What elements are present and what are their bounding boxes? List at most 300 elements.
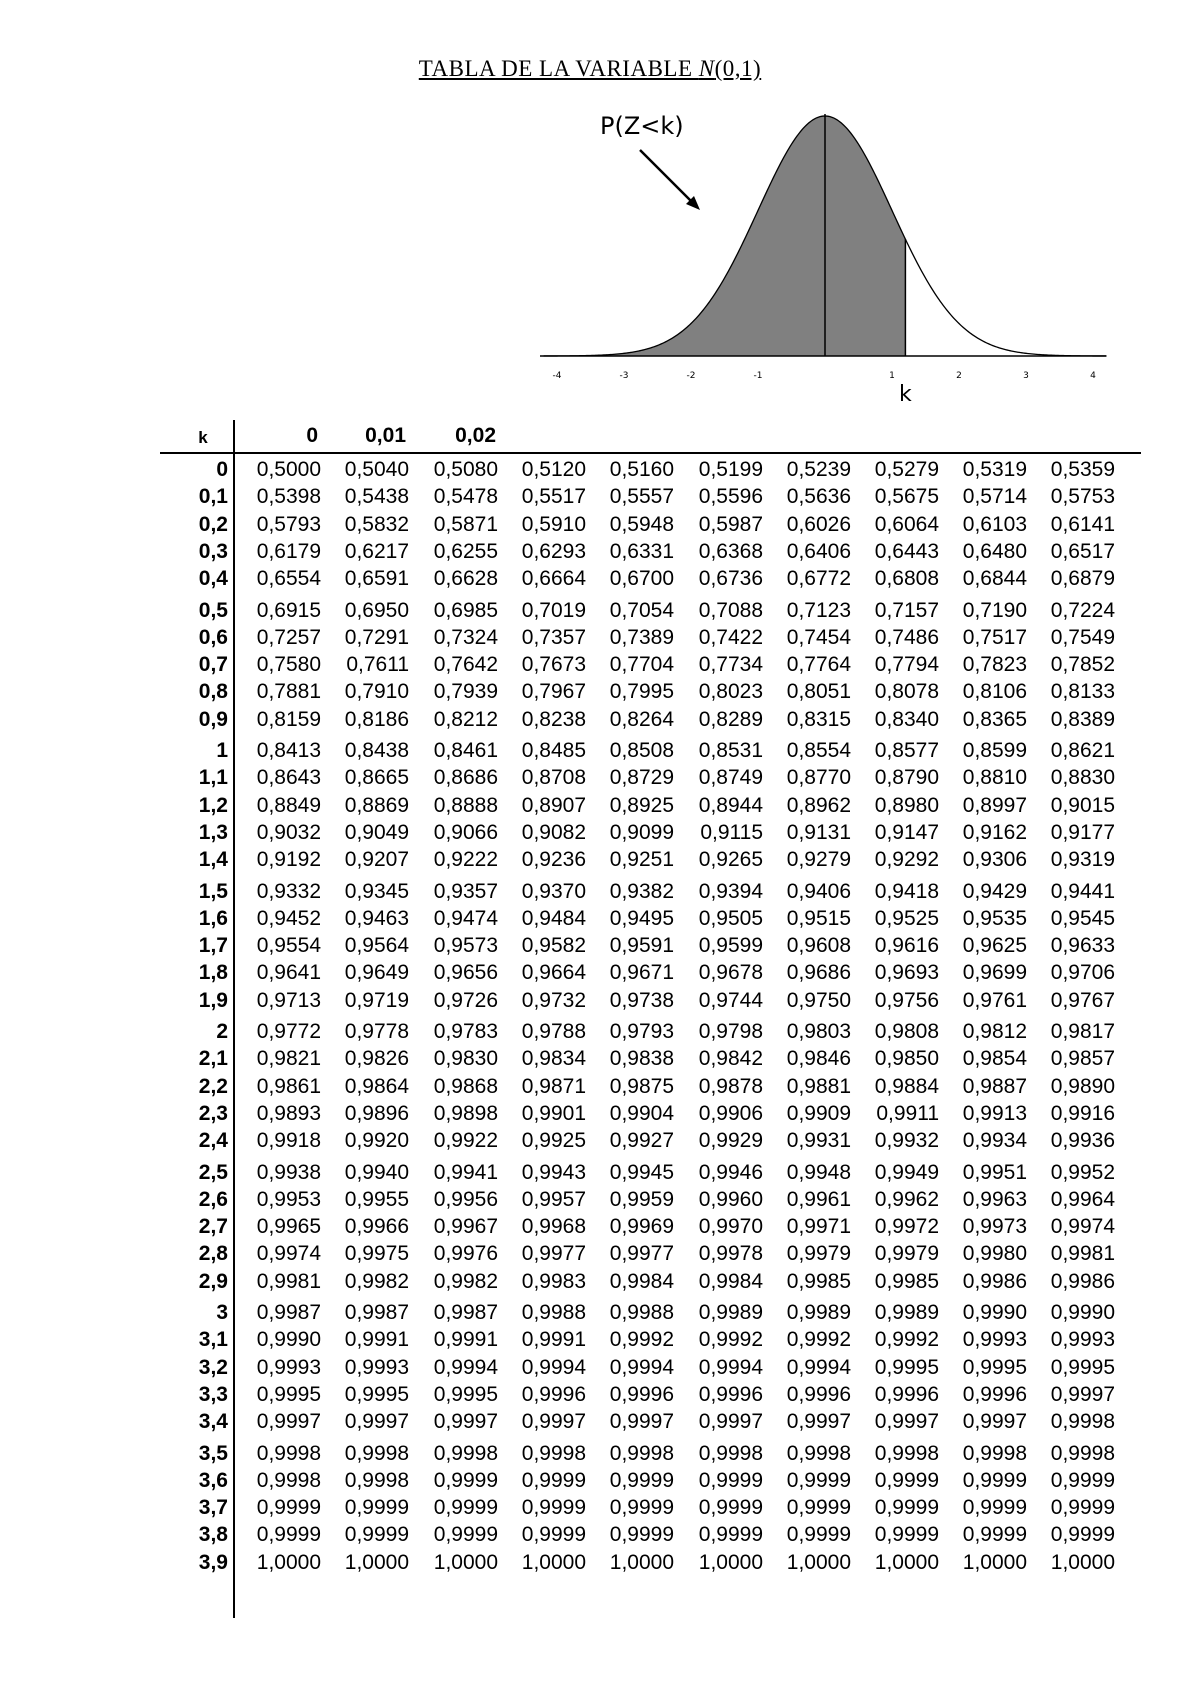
probability-cell: 0,9884	[874, 1074, 939, 1098]
probability-cell: 0,9988	[521, 1301, 586, 1324]
probability-cell: 0,9147	[874, 820, 939, 844]
probability-cell: 0,9998	[1050, 1410, 1115, 1434]
probability-cell: 0,9975	[344, 1242, 409, 1266]
probability-cell: 0,9996	[786, 1382, 851, 1406]
row-k-value: 1	[216, 739, 228, 762]
probability-cell: 0,8531	[698, 739, 763, 762]
probability-cell: 0,9906	[698, 1101, 763, 1125]
probability-cell: 0,9821	[256, 1047, 321, 1071]
table-row	[0, 538, 1200, 565]
probability-cell: 0,9999	[256, 1496, 321, 1520]
probability-cell: 0,9987	[433, 1301, 498, 1324]
probability-cell: 1,0000	[874, 1550, 939, 1574]
probability-cell: 0,9846	[786, 1047, 851, 1071]
probability-cell: 0,9854	[962, 1047, 1027, 1071]
row-k-value: 0,9	[198, 707, 228, 731]
table-row	[0, 1326, 1200, 1353]
probability-cell: 0,9997	[256, 1410, 321, 1434]
probability-cell: 0,9994	[786, 1355, 851, 1379]
probability-cell: 0,9973	[962, 1215, 1027, 1239]
probability-cell: 0,9972	[874, 1215, 939, 1239]
table-row	[0, 1240, 1200, 1267]
probability-cell: 0,6736	[698, 567, 763, 591]
probability-cell: 0,9207	[344, 848, 409, 872]
table-row	[0, 1408, 1200, 1435]
table-row	[0, 1381, 1200, 1408]
probability-cell: 0,9993	[1050, 1328, 1115, 1352]
probability-cell: 0,9931	[786, 1129, 851, 1153]
probability-cell: 0,9236	[521, 848, 586, 872]
probability-cell: 0,9251	[609, 848, 674, 872]
probability-cell: 0,9974	[256, 1242, 321, 1266]
row-k-value: 1,9	[198, 988, 228, 1012]
probability-cell: 0,9394	[698, 879, 763, 903]
title-params: (0,1)	[714, 56, 762, 81]
probability-cell: 0,8849	[256, 793, 321, 817]
probability-cell: 0,9980	[962, 1242, 1027, 1266]
probability-cell: 0,9706	[1050, 961, 1115, 985]
probability-cell: 0,9989	[786, 1301, 851, 1324]
probability-cell: 0,8212	[433, 707, 498, 731]
probability-cell: 0,9756	[874, 988, 939, 1012]
probability-cell: 0,9941	[433, 1160, 498, 1184]
probability-cell: 0,9838	[609, 1047, 674, 1071]
probability-cell: 0,6064	[874, 512, 939, 536]
probability-cell: 0,9995	[1050, 1355, 1115, 1379]
row-k-value: 3,6	[198, 1468, 228, 1492]
probability-cell: 0,9997	[698, 1410, 763, 1434]
probability-cell: 0,9998	[698, 1441, 763, 1465]
probability-cell: 0,8340	[874, 707, 939, 731]
probability-cell: 0,9991	[521, 1328, 586, 1352]
probability-cell: 0,8810	[962, 766, 1027, 790]
probability-cell: 0,7764	[786, 653, 851, 677]
probability-cell: 0,9936	[1050, 1129, 1115, 1153]
probability-cell: 0,6554	[256, 567, 321, 591]
table-row	[0, 1186, 1200, 1213]
probability-cell: 0,9996	[521, 1382, 586, 1406]
probability-cell: 0,7580	[256, 653, 321, 677]
probability-cell: 0,7704	[609, 653, 674, 677]
row-k-value: 3,1	[198, 1328, 228, 1352]
probability-cell: 0,9999	[698, 1496, 763, 1520]
probability-cell: 0,9625	[962, 934, 1027, 958]
probability-cell: 0,9989	[698, 1301, 763, 1324]
table-row	[0, 1045, 1200, 1072]
probability-cell: 0,9977	[521, 1242, 586, 1266]
probability-cell: 0,9985	[874, 1269, 939, 1293]
row-k-value: 1,6	[198, 906, 228, 930]
probability-cell: 0,9955	[344, 1187, 409, 1211]
probability-cell: 0,9996	[698, 1382, 763, 1406]
probability-cell: 0,9554	[256, 934, 321, 958]
probability-cell: 0,7995	[609, 680, 674, 704]
probability-cell: 0,6179	[256, 539, 321, 563]
probability-cell: 0,9678	[698, 961, 763, 985]
probability-cell: 0,7454	[786, 625, 851, 649]
probability-cell: 0,9608	[786, 934, 851, 958]
title-variable: N	[698, 56, 715, 81]
probability-cell: 0,9999	[962, 1496, 1027, 1520]
probability-cell: 0,9772	[256, 1020, 321, 1043]
probability-cell: 0,7823	[962, 653, 1027, 677]
row-k-value: 3,9	[198, 1550, 228, 1574]
probability-cell: 0,8577	[874, 739, 939, 762]
table-row	[0, 1467, 1200, 1494]
probability-cell: 0,9989	[874, 1301, 939, 1324]
probability-cell: 0,9904	[609, 1101, 674, 1125]
probability-cell: 0,9996	[874, 1382, 939, 1406]
probability-cell: 0,5793	[256, 512, 321, 536]
arrow-shaft	[640, 150, 692, 202]
row-k-value: 0,8	[198, 680, 228, 704]
probability-cell: 0,9997	[786, 1410, 851, 1434]
probability-cell: 0,9890	[1050, 1074, 1115, 1098]
probability-cell: 0,9864	[344, 1074, 409, 1098]
probability-cell: 0,9162	[962, 820, 1027, 844]
header-divider-left	[160, 452, 235, 454]
probability-cell: 0,9719	[344, 988, 409, 1012]
probability-cell: 0,9979	[786, 1242, 851, 1266]
probability-cell: 0,9370	[521, 879, 586, 903]
row-k-value: 2	[216, 1020, 228, 1043]
probability-cell: 0,9115	[700, 820, 763, 844]
probability-cell: 0,9881	[786, 1074, 851, 1098]
probability-cell: 0,8907	[521, 793, 586, 817]
probability-cell: 0,9938	[256, 1160, 321, 1184]
probability-cell: 0,7486	[874, 625, 939, 649]
probability-cell: 0,9934	[962, 1129, 1027, 1153]
probability-cell: 0,9981	[1050, 1242, 1115, 1266]
row-k-value: 2,6	[198, 1187, 228, 1211]
probability-cell: 0,7190	[962, 598, 1027, 622]
probability-cell: 0,9995	[874, 1355, 939, 1379]
x-tick-label: 2	[956, 371, 962, 381]
row-k-value: 1,7	[198, 934, 228, 958]
table-row	[0, 1073, 1200, 1100]
probability-cell: 0,9830	[433, 1047, 498, 1071]
probability-cell: 0,9591	[609, 934, 674, 958]
probability-cell: 0,7517	[962, 625, 1027, 649]
probability-cell: 0,9441	[1050, 879, 1115, 903]
probability-cell: 0,8770	[786, 766, 851, 790]
table-row	[0, 597, 1200, 624]
probability-cell: 0,9962	[874, 1187, 939, 1211]
probability-cell: 0,9929	[698, 1129, 763, 1153]
probability-cell: 0,9913	[962, 1101, 1027, 1125]
probability-cell: 0,9999	[344, 1523, 409, 1547]
probability-cell: 0,9988	[609, 1301, 674, 1324]
probability-cell: 0,7389	[609, 625, 674, 649]
probability-cell: 0,9940	[344, 1160, 409, 1184]
probability-cell: 0,7881	[256, 680, 321, 704]
probability-cell: 0,9649	[344, 961, 409, 985]
probability-cell: 0,6985	[433, 598, 498, 622]
probability-cell: 0,8997	[962, 793, 1027, 817]
probability-cell: 1,0000	[344, 1550, 409, 1574]
probability-cell: 0,9817	[1050, 1020, 1115, 1043]
probability-cell: 0,7257	[256, 625, 321, 649]
probability-cell: 0,7123	[786, 598, 851, 622]
probability-cell: 0,8051	[786, 680, 851, 704]
probability-cell: 0,9999	[521, 1523, 586, 1547]
table-row	[0, 1268, 1200, 1295]
table-row	[0, 737, 1200, 764]
probability-cell: 0,9382	[609, 879, 674, 903]
probability-cell: 1,0000	[698, 1550, 763, 1574]
probability-cell: 0,9995	[433, 1382, 498, 1406]
probability-cell: 0,9998	[786, 1441, 851, 1465]
probability-cell: 0,9976	[433, 1242, 498, 1266]
probability-cell: 0,5279	[874, 458, 939, 481]
probability-cell: 0,8708	[521, 766, 586, 790]
row-k-value: 3	[216, 1301, 228, 1324]
probability-cell: 0,9998	[256, 1441, 321, 1465]
probability-cell: 0,9970	[698, 1215, 763, 1239]
probability-cell: 0,9990	[256, 1328, 321, 1352]
probability-cell: 0,7794	[874, 653, 939, 677]
probability-cell: 0,9761	[962, 988, 1027, 1012]
probability-cell: 0,9918	[256, 1129, 321, 1153]
probability-cell: 0,9049	[344, 820, 409, 844]
probability-cell: 0,9834	[521, 1047, 586, 1071]
probability-cell: 0,6772	[786, 567, 851, 591]
probability-cell: 0,9998	[344, 1441, 409, 1465]
normal-curve-figure	[540, 100, 1140, 420]
probability-cell: 0,9999	[609, 1468, 674, 1492]
probability-cell: 0,9967	[433, 1215, 498, 1239]
probability-cell: 0,8133	[1050, 680, 1115, 704]
probability-cell: 0,9484	[521, 906, 586, 930]
probability-cell: 0,9991	[344, 1328, 409, 1352]
probability-cell: 0,9656	[433, 961, 498, 985]
probability-cell: 0,8023	[698, 680, 763, 704]
table-row	[0, 959, 1200, 986]
probability-cell: 0,7291	[344, 625, 409, 649]
probability-cell: 0,9986	[1050, 1269, 1115, 1293]
probability-cell: 0,9693	[874, 961, 939, 985]
probability-cell: 0,9265	[698, 848, 763, 872]
probability-cell: 0,9901	[521, 1101, 586, 1125]
probability-cell: 0,9699	[962, 961, 1027, 985]
probability-cell: 0,9750	[786, 988, 851, 1012]
probability-cell: 0,9812	[962, 1020, 1027, 1043]
probability-cell: 0,5948	[609, 512, 674, 536]
probability-cell: 0,8389	[1050, 707, 1115, 731]
probability-cell: 1,0000	[1050, 1550, 1115, 1574]
shaded-area	[544, 116, 906, 356]
column-header-001: 0,01	[365, 424, 406, 447]
probability-cell: 0,9999	[609, 1496, 674, 1520]
probability-cell: 0,5596	[698, 485, 763, 509]
probability-cell: 0,6480	[962, 539, 1027, 563]
probability-cell: 0,7324	[433, 625, 498, 649]
table-row	[0, 678, 1200, 705]
probability-cell: 0,7054	[609, 598, 674, 622]
title-prefix: TABLA DE LA VARIABLE	[418, 56, 699, 81]
probability-cell: 0,9306	[962, 848, 1027, 872]
probability-cell: 0,9927	[609, 1129, 674, 1153]
probability-cell: 0,7549	[1050, 625, 1115, 649]
probability-cell: 0,9998	[874, 1441, 939, 1465]
probability-cell: 0,5714	[962, 485, 1027, 509]
probability-cell: 0,9985	[786, 1269, 851, 1293]
probability-cell: 0,9966	[344, 1215, 409, 1239]
probability-cell: 0,9999	[698, 1468, 763, 1492]
probability-cell: 0,9474	[433, 906, 498, 930]
table-row	[0, 1521, 1200, 1548]
probability-cell: 0,9999	[962, 1468, 1027, 1492]
probability-cell: 0,9082	[521, 820, 586, 844]
probability-cell: 0,7357	[521, 625, 586, 649]
probability-cell: 0,8729	[609, 766, 674, 790]
probability-cell: 0,5239	[786, 458, 851, 481]
column-header-0: 0	[306, 424, 318, 447]
probability-cell: 0,9916	[1050, 1101, 1115, 1125]
probability-cell: 1,0000	[433, 1550, 498, 1574]
probability-cell: 0,9999	[874, 1468, 939, 1492]
probability-cell: 0,8485	[521, 739, 586, 762]
probability-cell: 0,9959	[609, 1187, 674, 1211]
probability-cell: 0,5319	[962, 458, 1027, 481]
probability-cell: 0,9878	[698, 1074, 763, 1098]
probability-cell: 0,9992	[609, 1328, 674, 1352]
probability-cell: 0,9990	[962, 1301, 1027, 1324]
probability-cell: 0,8289	[698, 707, 763, 731]
probability-cell: 0,7967	[521, 680, 586, 704]
probability-cell: 0,9949	[874, 1160, 939, 1184]
row-k-value: 0,7	[198, 653, 228, 677]
k-axis-label: k	[899, 382, 912, 407]
probability-cell: 0,5753	[1050, 485, 1115, 509]
probability-cell: 0,9292	[874, 848, 939, 872]
table-row	[0, 905, 1200, 932]
probability-cell: 0,6950	[344, 598, 409, 622]
probability-cell: 0,9463	[344, 906, 409, 930]
probability-cell: 0,5080	[433, 458, 498, 481]
probability-cell: 0,6879	[1050, 567, 1115, 591]
probability-cell: 0,9993	[256, 1355, 321, 1379]
header-divider-right	[233, 452, 1141, 454]
probability-cell: 0,8106	[962, 680, 1027, 704]
probability-cell: 0,9826	[344, 1047, 409, 1071]
probability-cell: 0,9996	[609, 1382, 674, 1406]
probability-cell: 0,5359	[1050, 458, 1115, 481]
probability-cell: 0,9987	[256, 1301, 321, 1324]
probability-cell: 0,9971	[786, 1215, 851, 1239]
table-row	[0, 792, 1200, 819]
probability-cell: 0,9525	[874, 906, 939, 930]
probability-cell: 0,9861	[256, 1074, 321, 1098]
probability-cell: 0,9952	[1050, 1160, 1115, 1184]
table-row	[0, 987, 1200, 1014]
row-k-value: 3,3	[198, 1382, 228, 1406]
probability-cell: 0,8621	[1050, 739, 1115, 762]
table-row	[0, 1159, 1200, 1186]
probability-cell: 0,9948	[786, 1160, 851, 1184]
probability-cell: 0,9664	[521, 961, 586, 985]
probability-cell: 0,5871	[433, 512, 498, 536]
probability-cell: 0,9925	[521, 1129, 586, 1153]
probability-cell: 0,5199	[698, 458, 763, 481]
probability-cell: 0,9984	[609, 1269, 674, 1293]
probability-cell: 0,9798	[698, 1020, 763, 1043]
probability-cell: 0,9671	[609, 961, 674, 985]
probability-cell: 0,8438	[344, 739, 409, 762]
probability-cell: 0,9945	[609, 1160, 674, 1184]
probability-cell: 0,9992	[874, 1328, 939, 1352]
probability-cell: 0,6664	[521, 567, 586, 591]
probability-cell: 0,9998	[433, 1441, 498, 1465]
probability-cell: 0,9992	[698, 1328, 763, 1352]
probability-cell: 0,9974	[1050, 1215, 1115, 1239]
x-tick-label: 1	[889, 371, 895, 381]
probability-cell: 0,9997	[344, 1410, 409, 1434]
probability-cell: 0,9066	[433, 820, 498, 844]
probability-cell: 0,7088	[698, 598, 763, 622]
probability-cell: 0,9738	[609, 988, 674, 1012]
probability-cell: 0,6026	[786, 512, 851, 536]
probability-cell: 0,9969	[609, 1215, 674, 1239]
probability-cell: 0,9887	[962, 1074, 1027, 1098]
row-k-value: 3,8	[198, 1523, 228, 1547]
table-row	[0, 1213, 1200, 1240]
probability-cell: 0,8238	[521, 707, 586, 731]
probability-cell: 0,5636	[786, 485, 851, 509]
probability-cell: 0,9999	[609, 1523, 674, 1547]
probability-cell: 0,9997	[1050, 1382, 1115, 1406]
row-k-value: 1,2	[198, 793, 228, 817]
probability-cell: 0,9452	[256, 906, 321, 930]
probability-cell: 0,9803	[786, 1020, 851, 1043]
probability-cell: 0,9999	[1050, 1496, 1115, 1520]
probability-cell: 0,8554	[786, 739, 851, 762]
probability-cell: 0,7852	[1050, 653, 1115, 677]
probability-cell: 0,9505	[698, 906, 763, 930]
row-k-value: 1,5	[198, 879, 228, 903]
row-k-value: 0,2	[198, 512, 228, 536]
table-row	[0, 1549, 1200, 1576]
probability-cell: 0,5398	[256, 485, 321, 509]
probability-cell: 0,9999	[256, 1523, 321, 1547]
row-k-value: 1,1	[198, 766, 228, 790]
row-k-value: 0,6	[198, 625, 228, 649]
row-k-value: 1,4	[198, 848, 228, 872]
probability-cell: 0,8925	[609, 793, 674, 817]
probability-cell: 1,0000	[521, 1550, 586, 1574]
table-row	[0, 819, 1200, 846]
probability-cell: 0,7734	[698, 653, 763, 677]
probability-cell: 0,8186	[344, 707, 409, 731]
probability-cell: 0,5832	[344, 512, 409, 536]
probability-cell: 0,9964	[1050, 1187, 1115, 1211]
probability-cell: 0,9998	[1050, 1441, 1115, 1465]
probability-cell: 0,8686	[433, 766, 498, 790]
probability-cell: 0,8078	[874, 680, 939, 704]
table-row	[0, 1440, 1200, 1467]
row-k-value: 2,7	[198, 1215, 228, 1239]
probability-cell: 0,9979	[874, 1242, 939, 1266]
probability-cell: 0,9896	[344, 1101, 409, 1125]
probability-cell: 0,9993	[344, 1355, 409, 1379]
probability-cell: 0,9999	[786, 1468, 851, 1492]
probability-cell: 0,8599	[962, 739, 1027, 762]
probability-cell: 0,8315	[786, 707, 851, 731]
probability-cell: 0,9977	[609, 1242, 674, 1266]
row-k-value: 2,5	[198, 1160, 228, 1184]
probability-cell: 0,8643	[256, 766, 321, 790]
row-k-value: 0,5	[198, 598, 228, 622]
